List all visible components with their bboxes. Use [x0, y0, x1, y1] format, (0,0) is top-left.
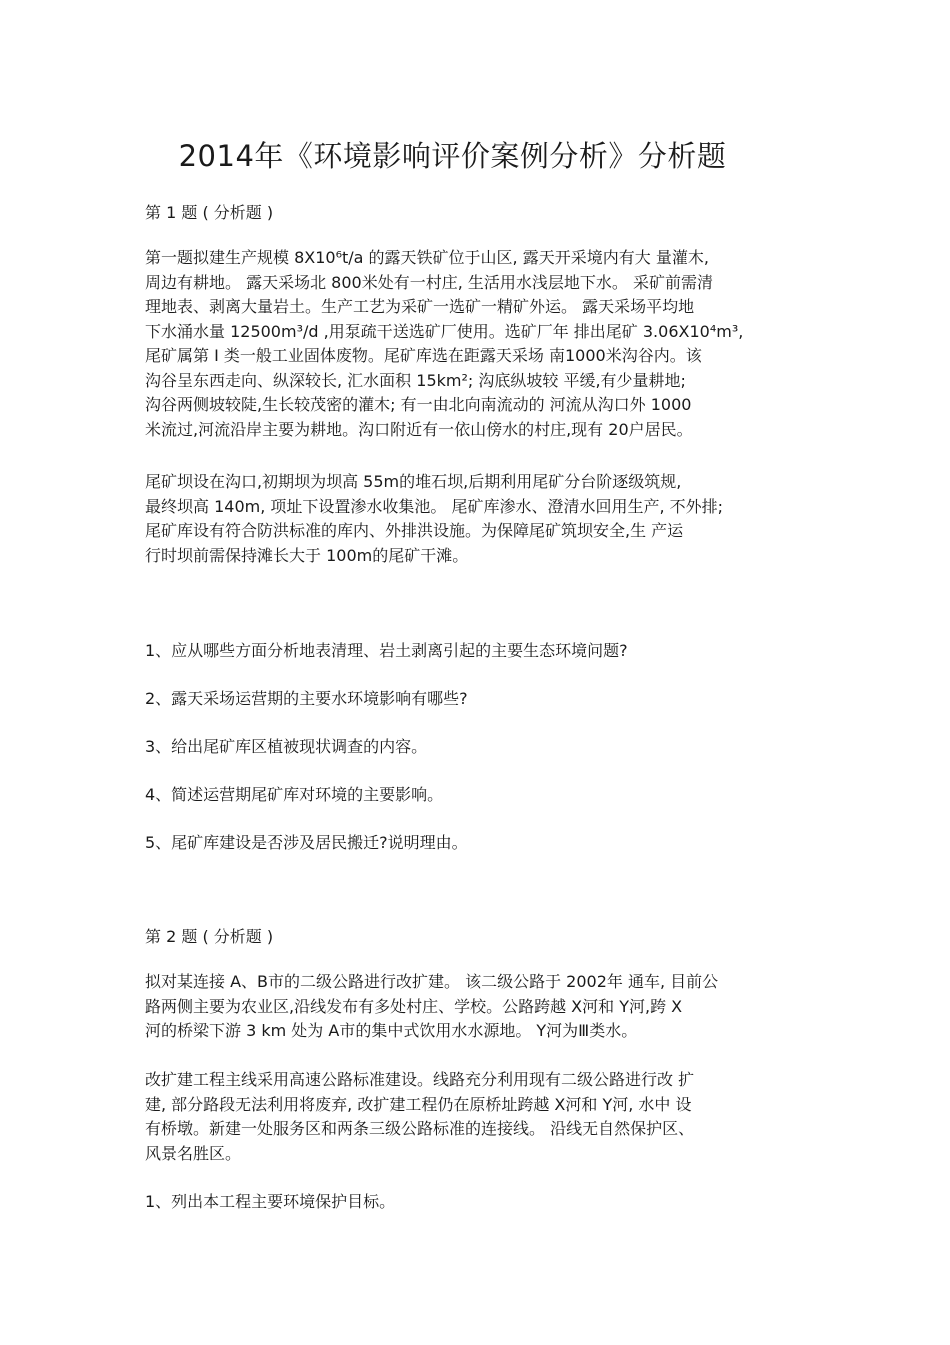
text-line: 第一题拟建生产规模 8X10⁶t/a 的露天铁矿位于山区, 露天开采境内有大 量灌木, — [145, 248, 709, 267]
section-1-paragraph-1 — [145, 246, 810, 442]
text-line: 沟谷两侧坡较陡,生长较茂密的灌木; 有一由北向南流动的 河流从沟口外 1000 — [145, 395, 692, 414]
text-line: 下水涌水量 12500m³/d ,用泵疏干送选矿厂使用。选矿厂年 排出尾矿 3.06X10⁴m³, — [145, 321, 744, 341]
text-line: 河的桥梁下游 3 km 处为 A市的集中式饮用水水源地。 Y河为Ⅲ类水。 — [145, 1021, 638, 1040]
text-line: 米流过,河流沿岸主要为耕地。沟口附近有一依山傍水的村庄,现有 20户居民。 — [145, 419, 693, 439]
text-line: 尾矿坝设在沟口,初期坝为坝高 55m的堆石坝,后期利用尾矿分台阶逐级筑规, — [145, 472, 682, 491]
section-1-heading: 第 1 题 ( 分析题 ) — [145, 203, 274, 222]
section-2-paragraph-1 — [145, 970, 810, 1044]
text-line: 尾矿库设有符合防洪标准的库内、外排洪设施。为保障尾矿筑坝安全,生 产运 — [145, 521, 684, 540]
text-line: 改扩建工程主线采用高速公路标准建设。线路充分利用现有二级公路进行改 扩 — [145, 1070, 695, 1089]
section-1-paragraph-2 — [145, 470, 810, 568]
text-line: 行时坝前需保持滩长大于 100m的尾矿干滩。 — [145, 545, 469, 565]
text-line: 理地表、剥离大量岩土。生产工艺为采矿一选矿一精矿外运。 露天采场平均地 — [145, 297, 695, 316]
question-1-3: 3、给出尾矿库区植被现状调查的内容。 — [145, 737, 428, 756]
text-line: 建, 部分路段无法利用将废弃, 改扩建工程仍在原桥址跨越 X河和 Y河, 水中 设 — [145, 1094, 692, 1114]
question-1-1: 1、应从哪些方面分析地表清理、岩土剥离引起的主要生态环境问题? — [145, 641, 628, 660]
text-line: 有桥墩。新建一处服务区和两条三级公路标准的连接线。 沿线无自然保护区、 — [145, 1119, 695, 1138]
text-line: 最终坝高 140m, 项址下设置渗水收集池。 尾矿库渗水、澄清水回用生产, 不外排; — [145, 496, 724, 516]
text-line: 周边有耕地。 露天采场北 800米处有一村庄, 生活用水浅层地下水。 采矿前需清 — [145, 272, 713, 292]
text-line: 尾矿属第 I 类一般工业固体废物。尾矿库选在距露天采场 南1000米沟谷内。该 — [145, 346, 702, 365]
text-line: 路两侧主要为农业区,沿线发布有多处村庄、学校。公路跨越 X河和 Y河,跨 X — [145, 996, 683, 1016]
text-line: 风景名胜区。 — [145, 1143, 242, 1163]
section-2-paragraph-2 — [145, 1068, 810, 1166]
section-2-heading: 第 2 题 ( 分析题 ) — [145, 927, 274, 946]
question-1-4: 4、简述运营期尾矿库对环境的主要影响。 — [145, 785, 444, 804]
text-line: 拟对某连接 A、B市的二级公路进行改扩建。 该二级公路于 2002年 通车, 目前公 — [145, 972, 719, 991]
question-1-5: 5、尾矿库建设是否涉及居民搬迁?说明理由。 — [145, 833, 468, 852]
document-title: 2014年《环境影响评价案例分析》分析题 — [178, 139, 727, 173]
question-2-1: 1、列出本工程主要环境保护目标。 — [145, 1192, 396, 1211]
question-1-2: 2、露天采场运营期的主要水环境影响有哪些? — [145, 689, 468, 708]
text-line: 沟谷呈东西走向、纵深较长, 汇水面积 15km²; 沟底纵坡较 平缓,有少量耕地; — [145, 370, 686, 390]
